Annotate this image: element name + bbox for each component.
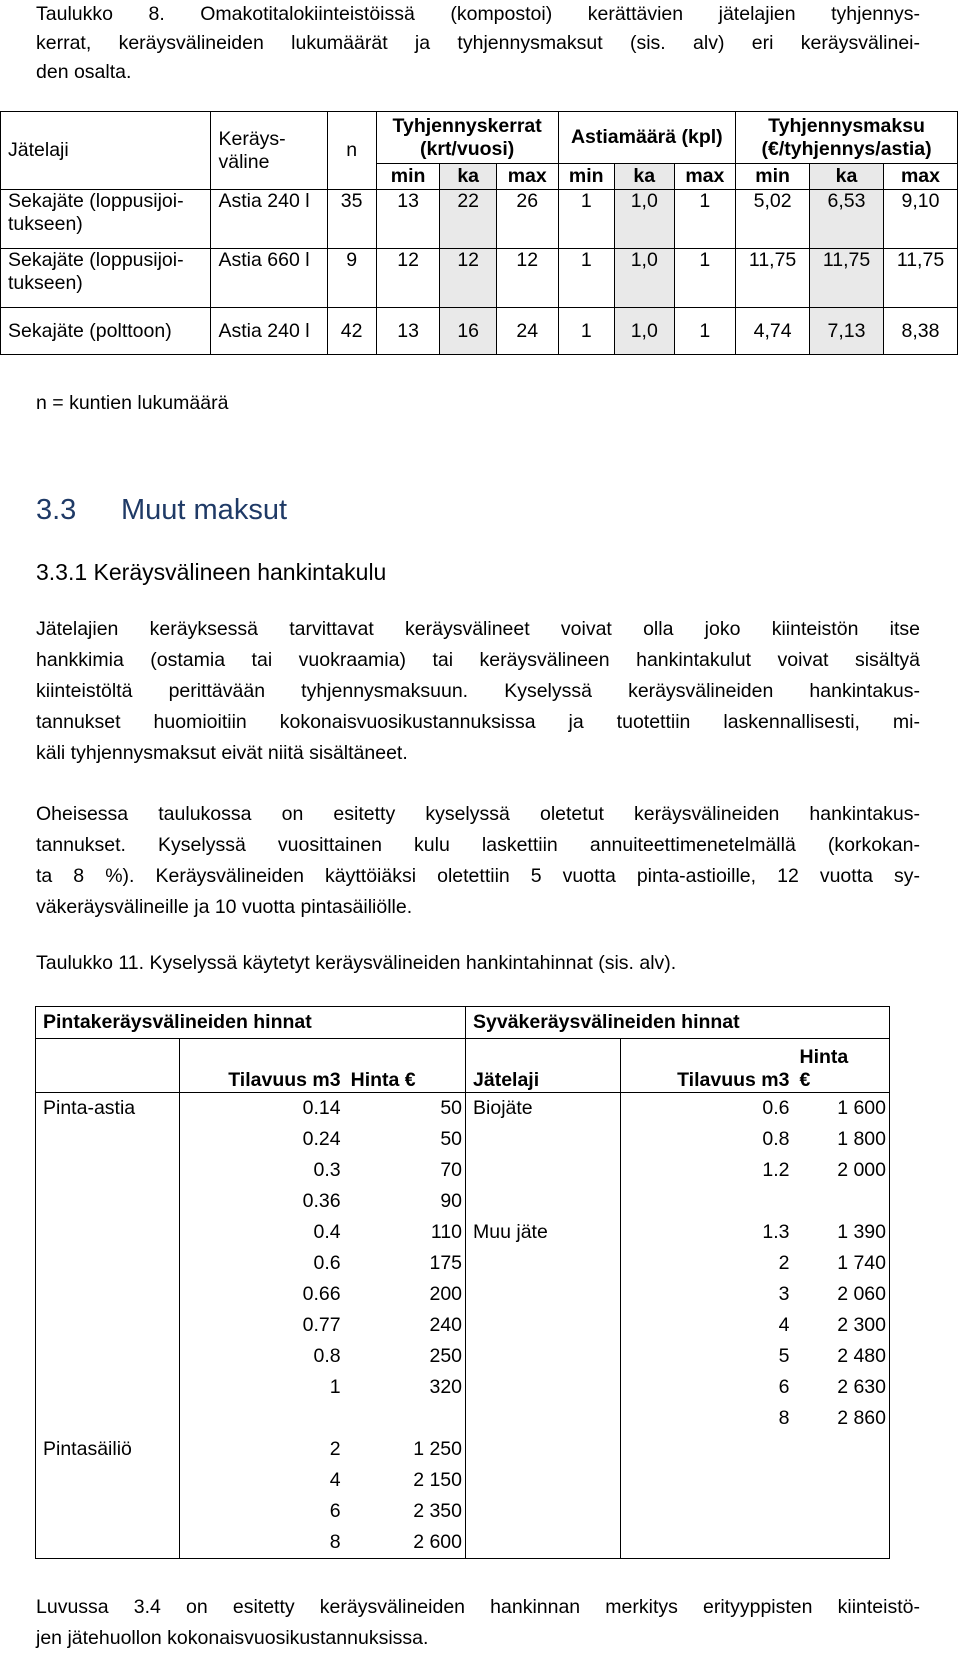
cell-value: 1,0 <box>614 190 674 249</box>
cell-right-price <box>792 1434 889 1465</box>
section-number: 3.3 <box>36 494 77 526</box>
caption-line: Taulukko 8. Omakotitalokiinteistöissä (kompostoi) kerättävien jätelajien tyhjennys- <box>36 3 920 25</box>
cell-left-type <box>36 1217 180 1248</box>
cell-right-price <box>792 1527 889 1559</box>
cell-left-type <box>36 1310 180 1341</box>
cell-left-volume: 8 <box>180 1527 344 1559</box>
cell-left-volume <box>180 1403 344 1434</box>
paragraph-line: tannukset. Kyselyssä vuosittainen kulu laskettiin annuiteettimenetelmällä (korkokan- <box>36 834 920 856</box>
cell-right-price: 2 300 <box>792 1310 889 1341</box>
table-row <box>36 1124 890 1155</box>
cell-left-type <box>36 1403 180 1434</box>
cell-value: 8,38 <box>883 308 957 355</box>
cell-right-price: 2 000 <box>792 1155 889 1186</box>
cell-left-price: 2 350 <box>344 1496 466 1527</box>
table-row <box>36 1217 890 1248</box>
header-tilavuus: Tilavuus m3 <box>180 1039 344 1093</box>
cell-left-price: 240 <box>344 1310 466 1341</box>
table-row <box>36 1372 890 1403</box>
cell-left-volume: 4 <box>329 1469 341 1491</box>
cell-right-type <box>466 1310 621 1341</box>
table-row <box>36 1310 890 1341</box>
cell-left-price: 50 <box>344 1093 466 1125</box>
table11-caption: Taulukko 11. Kyselyssä käytetyt keräysvälineiden hankintahinnat (sis. alv). <box>36 952 677 974</box>
cell-right-price: 2 480 <box>792 1341 889 1372</box>
cell-left-price <box>344 1403 466 1434</box>
cell-right-type <box>466 1248 621 1279</box>
cell-right-volume <box>621 1527 793 1559</box>
cell-right-price <box>792 1186 889 1217</box>
cell-right-volume <box>621 1465 793 1496</box>
cell-left-type <box>36 1372 180 1403</box>
cell-value: 11,75 <box>810 249 884 308</box>
cell-left-price: 200 <box>344 1279 466 1310</box>
cell-right-type <box>466 1279 621 1310</box>
cell-value: 1 <box>674 249 736 308</box>
cell-value: 1 <box>558 308 614 355</box>
cell-n: 9 <box>327 249 376 308</box>
paragraph-line: Jätelajien keräyksessä tarvittavat keräysvälineet voivat olla joko kiinteistön itse <box>36 618 920 640</box>
cell-value: 1,0 <box>614 308 674 355</box>
cell-right-price: 1 800 <box>792 1124 889 1155</box>
cell-jatelaji: Sekajäte (loppusijoi- tukseen) <box>1 249 211 308</box>
header-tilavuus-right: Tilavuus m3 <box>621 1039 793 1093</box>
paragraph-line: ta 8 %). Keräysvälineiden käyttöiäksi oletettiin 5 vuotta pinta-astioille, 12 vuotta sy- <box>36 865 920 887</box>
cell-value: 12 <box>496 249 558 308</box>
cell-left-price: 2 150 <box>344 1465 466 1496</box>
cell-n: 35 <box>327 190 376 249</box>
cell-left-type: Pintasäiliö <box>36 1434 180 1465</box>
cell-value: 13 <box>376 308 440 355</box>
cell-value: 26 <box>496 190 558 249</box>
cell-value: 13 <box>376 190 440 249</box>
cell-left-type <box>36 1496 180 1527</box>
subheader: min <box>558 164 614 190</box>
paragraph-line: Oheisessa taulukossa on esitetty kyselyssä oletetut keräysvälineiden hankintakus- <box>36 803 920 825</box>
cell-left-type <box>36 1124 180 1155</box>
table8-caption <box>36 0 920 87</box>
cell-right-volume: 1.2 <box>762 1159 790 1181</box>
cell-left-type <box>36 1155 180 1186</box>
table-row <box>36 1465 890 1496</box>
cell-right-price: 1 740 <box>792 1248 889 1279</box>
cell-right-type <box>466 1341 621 1372</box>
cell-right-price: 2 060 <box>792 1279 889 1310</box>
cell-left-volume: 0.4 <box>313 1221 341 1243</box>
header-jatelaji: Jätelaji <box>1 112 211 190</box>
table-row <box>36 1341 890 1372</box>
paragraph-line: hankkimia (ostamia tai vuokraamia) tai keräysvälineen hankintakulut voivat sisältyä <box>36 649 920 671</box>
cell-left-price: 90 <box>344 1186 466 1217</box>
cell-right-volume: 0.6 <box>621 1093 793 1125</box>
cell-left-volume: 0.6 <box>313 1252 341 1274</box>
cell-right-volume: 2 <box>778 1252 790 1274</box>
table-row <box>1 249 958 308</box>
cell-right-type <box>466 1403 621 1434</box>
cell-right-type <box>466 1124 621 1155</box>
subheader: ka <box>810 164 884 190</box>
cell-value: 12 <box>440 249 496 308</box>
cell-valine: Astia 240 l <box>211 308 327 355</box>
caption-line: den osalta. <box>36 61 132 83</box>
cell-value: 9,10 <box>883 190 957 249</box>
cell-value: 1 <box>674 308 736 355</box>
cell-left-price: 70 <box>344 1155 466 1186</box>
cell-left-type: Pinta-astia <box>36 1093 180 1125</box>
cell-right-type: Muu jäte <box>466 1217 621 1248</box>
cell-left-volume: 0.66 <box>302 1283 341 1305</box>
cell-left-volume: 0.77 <box>302 1314 341 1336</box>
cell-right-type <box>466 1465 621 1496</box>
cell-right-price: 2 630 <box>792 1372 889 1403</box>
cell-right-volume <box>621 1186 793 1217</box>
cell-right-price: 1 600 <box>792 1093 889 1125</box>
table-row <box>36 1248 890 1279</box>
cell-valine: Astia 660 l <box>211 249 327 308</box>
cell-left-price: 175 <box>344 1248 466 1279</box>
cell-left-price: 1 250 <box>344 1434 466 1465</box>
header-hinta: Hinta € <box>344 1039 466 1093</box>
cell-right-type <box>466 1372 621 1403</box>
table-row <box>36 1527 890 1559</box>
cell-left-volume: 0.36 <box>302 1190 341 1212</box>
cell-value: 1 <box>674 190 736 249</box>
cell-left-type <box>36 1186 180 1217</box>
cell-left-volume: 0.14 <box>180 1093 344 1125</box>
cell-right-price <box>792 1496 889 1527</box>
cell-left-volume: 0.3 <box>313 1159 341 1181</box>
subheader: ka <box>440 164 496 190</box>
cell-left-type <box>36 1248 180 1279</box>
paragraph-line: Luvussa 3.4 on esitetty keräysvälineiden hankinnan merkitys erityyppisten kiinteistö- <box>36 1596 920 1618</box>
cell-left-type <box>36 1527 180 1559</box>
section-title: Muut maksut <box>121 494 287 526</box>
cell-value: 1 <box>558 190 614 249</box>
cell-right-volume <box>621 1434 793 1465</box>
cell-left-price: 50 <box>344 1124 466 1155</box>
paragraph-line: käli tyhjennysmaksut eivät niitä sisältäneet. <box>36 742 408 764</box>
table-row <box>1 308 958 355</box>
subsection-heading: 3.3.1 Keräysvälineen hankintakulu <box>36 559 387 585</box>
cell-left-type <box>36 1465 180 1496</box>
cell-left-volume: 0.8 <box>313 1345 341 1367</box>
paragraph-2 <box>36 799 920 923</box>
table-row <box>36 1155 890 1186</box>
cell-value: 16 <box>440 308 496 355</box>
cell-left-volume: 6 <box>329 1500 341 1522</box>
cell-right-type <box>466 1186 621 1217</box>
subheader: ka <box>614 164 674 190</box>
table-row <box>36 1496 890 1527</box>
cell-value: 1 <box>558 249 614 308</box>
cell-left-volume: 1 <box>329 1376 341 1398</box>
cell-right-price <box>792 1465 889 1496</box>
cell-value: 1,0 <box>614 249 674 308</box>
table8 <box>0 111 958 355</box>
paragraph-line: väkeräysvälineille ja 10 vuotta pintasäiliölle. <box>36 896 413 918</box>
table8-note: n = kuntien lukumäärä <box>36 392 229 414</box>
table-row <box>36 1279 890 1310</box>
cell-value: 6,53 <box>810 190 884 249</box>
header-hinta-right: Hinta € <box>792 1039 889 1093</box>
right-table-title: Syväkeräysvälineiden hinnat <box>466 1007 890 1039</box>
cell-left-volume: 0.24 <box>302 1128 341 1150</box>
cell-left-price: 250 <box>344 1341 466 1372</box>
header-tyhjennysmaksu: Tyhjennysmaksu (€/tyhjennys/astia) <box>736 112 958 164</box>
section-heading <box>36 494 287 527</box>
cell-right-type <box>466 1434 621 1465</box>
cell-jatelaji: Sekajäte (loppusijoi- tukseen) <box>1 190 211 249</box>
subheader: min <box>736 164 810 190</box>
header-jatelaji: Jätelaji <box>466 1039 621 1093</box>
cell-value: 11,75 <box>736 249 810 308</box>
header-astiamaara: Astiamäärä (kpl) <box>558 112 736 164</box>
cell-jatelaji: Sekajäte (polttoon) <box>1 308 211 355</box>
cell-left-price: 2 600 <box>344 1527 466 1559</box>
cell-left-price: 320 <box>344 1372 466 1403</box>
table-row <box>36 1403 890 1434</box>
header-keraysvaline: Keräys- väline <box>211 112 327 190</box>
cell-value: 12 <box>376 249 440 308</box>
cell-left-type <box>36 1279 180 1310</box>
cell-right-price: 2 860 <box>792 1403 889 1434</box>
cell-right-type: Biojäte <box>466 1093 621 1125</box>
cell-right-volume: 3 <box>778 1283 790 1305</box>
cell-right-volume: 1.3 <box>762 1221 790 1243</box>
cell-right-volume <box>621 1496 793 1527</box>
table-row <box>36 1093 890 1125</box>
cell-value: 7,13 <box>810 308 884 355</box>
cell-value: 22 <box>440 190 496 249</box>
subheader: max <box>674 164 736 190</box>
caption-line: kerrat, keräysvälineiden lukumäärät ja tyhjennysmaksut (sis. alv) eri keräysvälinei- <box>36 32 920 54</box>
paragraph-line: kiinteistöltä perittävään tyhjennysmaksuun. Kyselyssä keräysvälineiden hankintakus- <box>36 680 920 702</box>
cell-value: 4,74 <box>736 308 810 355</box>
table-row <box>1 190 958 249</box>
cell-right-type <box>466 1527 621 1559</box>
paragraph-line: jen jätehuollon kokonaisvuosikustannuksissa. <box>36 1627 429 1649</box>
cell-left-type <box>36 1341 180 1372</box>
header-n: n <box>327 112 376 190</box>
cell-right-price: 1 390 <box>792 1217 889 1248</box>
paragraph-line: tannukset huomioitiin kokonaisvuosikustannuksissa ja tuotettiin laskennallisesti, mi- <box>36 711 920 733</box>
cell-right-volume: 5 <box>778 1345 790 1367</box>
subheader: max <box>496 164 558 190</box>
table11 <box>35 1006 890 1559</box>
cell-right-volume: 6 <box>778 1376 790 1398</box>
cell-right-volume: 8 <box>778 1407 790 1429</box>
subheader: min <box>376 164 440 190</box>
table-row <box>36 1434 890 1465</box>
empty-header <box>36 1039 180 1093</box>
cell-right-volume: 4 <box>778 1314 790 1336</box>
left-table-title: Pintakeräysvälineiden hinnat <box>36 1007 466 1039</box>
table-row <box>36 1186 890 1217</box>
cell-value: 24 <box>496 308 558 355</box>
cell-value: 11,75 <box>883 249 957 308</box>
cell-right-type <box>466 1155 621 1186</box>
cell-left-volume: 2 <box>329 1438 341 1460</box>
cell-right-volume: 0.8 <box>762 1128 790 1150</box>
cell-n: 42 <box>327 308 376 355</box>
cell-valine: Astia 240 l <box>211 190 327 249</box>
cell-value: 5,02 <box>736 190 810 249</box>
cell-right-type <box>466 1496 621 1527</box>
subheader: max <box>883 164 957 190</box>
paragraph-1 <box>36 614 920 769</box>
header-tyhjennyskerrat: Tyhjennyskerrat (krt/vuosi) <box>376 112 558 164</box>
cell-left-price: 110 <box>344 1217 466 1248</box>
